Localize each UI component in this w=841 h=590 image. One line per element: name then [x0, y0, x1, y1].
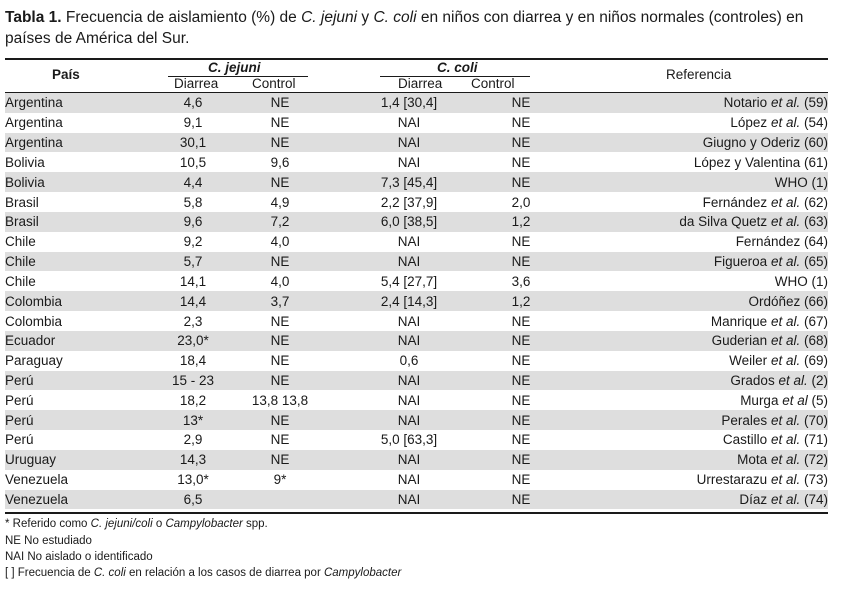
- header-pais: País: [52, 67, 80, 82]
- table-row: [5, 331, 828, 351]
- table-row: [5, 450, 828, 470]
- cell-jejuni-diarrea: 15 - 23: [153, 371, 233, 391]
- cell-pais: Brasil: [5, 194, 39, 210]
- cell-jejuni-control: NE: [233, 93, 327, 113]
- cell-pais: Colombia: [5, 313, 63, 329]
- cell-coli-control: NE: [491, 410, 551, 430]
- ref-et-al: et al: [782, 392, 808, 408]
- cell-pais: Venezuela: [5, 472, 69, 488]
- ref-et-al: et al.: [770, 254, 801, 270]
- footnote-asterisk-e: spp.: [242, 518, 268, 530]
- cell-referencia: [551, 450, 828, 470]
- cell-pais: Argentina: [5, 115, 63, 131]
- cell-coli-diarrea: NAI: [397, 392, 421, 408]
- cell-jejuni-control: 3,7: [233, 291, 327, 311]
- cell-jejuni-control: 4,0: [270, 234, 290, 250]
- table-bottom-rule: [5, 512, 828, 514]
- cell-coli-control: NE: [491, 450, 551, 470]
- table-row: [5, 490, 828, 510]
- cell-coli-diarrea: NAI: [397, 234, 421, 250]
- ref-number: (63): [800, 214, 828, 230]
- cell-jejuni-control: NE: [233, 410, 327, 430]
- cell-jejuni-control: NE: [233, 252, 327, 272]
- cell-pais: Chile: [5, 252, 153, 272]
- cell-coli-diarrea: 5,4 [27,7]: [380, 273, 438, 289]
- cell-referencia: [551, 390, 828, 410]
- cell-jejuni-control: NE: [233, 371, 327, 391]
- cell-coli-control: NE: [491, 331, 551, 351]
- ref-author: Mota: [737, 452, 768, 468]
- cell-referencia: [551, 252, 828, 272]
- cell-pais: Bolivia: [5, 154, 45, 170]
- ref-number: (62): [800, 194, 828, 210]
- cell-coli-control: NE: [491, 252, 551, 272]
- table-row: [5, 212, 828, 232]
- ref-author: Fernández: [702, 194, 768, 210]
- cell-coli-control: NE: [511, 353, 531, 369]
- cell-referencia: [551, 430, 828, 450]
- cell-jejuni-diarrea: 30,1: [153, 133, 233, 153]
- cell-coli-diarrea: NAI: [397, 115, 421, 131]
- header-referencia: Referencia: [666, 67, 732, 82]
- cell-pais: Colombia: [5, 291, 153, 311]
- ref-author: Díaz: [739, 491, 768, 507]
- cell-jejuni-diarrea: 13,0*: [177, 472, 209, 488]
- ref-author: López y Valentina (61): [693, 154, 828, 170]
- table-row: [5, 152, 828, 172]
- table-row: [5, 430, 828, 450]
- cell-referencia: [551, 291, 828, 311]
- cell-jejuni-diarrea: 5,8: [183, 194, 203, 210]
- cell-referencia: [551, 212, 828, 232]
- cell-pais: Chile: [5, 234, 36, 250]
- table-row: [5, 192, 828, 212]
- cell-jejuni-control: NE: [270, 313, 290, 329]
- cell-jejuni-control: 9*: [273, 472, 287, 488]
- ref-author: WHO (1): [774, 174, 828, 190]
- cell-coli-diarrea: NAI: [327, 133, 491, 153]
- cell-jejuni-diarrea: 2,3: [183, 313, 203, 329]
- cell-referencia: [551, 133, 828, 153]
- cell-referencia: [551, 311, 828, 331]
- cell-jejuni-diarrea: 13*: [153, 410, 233, 430]
- cell-referencia: [551, 331, 828, 351]
- cell-coli-diarrea: NAI: [327, 371, 491, 391]
- header-coli: [437, 60, 478, 75]
- cell-coli-control: NE: [511, 472, 531, 488]
- table-row: [5, 390, 828, 410]
- caption-label: Tabla 1.: [5, 9, 62, 26]
- cell-jejuni-diarrea: 4,4: [153, 172, 233, 192]
- cell-pais: Chile: [5, 273, 36, 289]
- cell-coli-diarrea: NAI: [397, 313, 421, 329]
- cell-referencia: [551, 152, 828, 172]
- footnote-brackets-c: en relación a los casos de diarrea por: [125, 567, 324, 579]
- cell-coli-control: NE: [511, 154, 531, 170]
- ref-author: Guderian: [711, 333, 768, 349]
- header-jejuni: [208, 60, 261, 75]
- cell-jejuni-diarrea: 23,0*: [153, 331, 233, 351]
- footnote-asterisk: [5, 516, 268, 532]
- ref-author: Weiler: [729, 353, 768, 369]
- table-row: [5, 133, 828, 153]
- ref-author: Notario: [723, 95, 768, 111]
- ref-et-al: et al.: [770, 95, 801, 111]
- ref-et-al: et al.: [778, 373, 808, 388]
- cell-jejuni-control: NE: [233, 172, 327, 192]
- table-row: [5, 470, 828, 490]
- cell-pais: Uruguay: [5, 450, 153, 470]
- cell-coli-diarrea: NAI: [327, 450, 491, 470]
- cell-coli-control: NE: [511, 392, 531, 408]
- cell-coli-control: NE: [511, 432, 531, 448]
- cell-jejuni-control: 9,6: [270, 154, 290, 170]
- header-coli-diarrea: Diarrea: [398, 76, 443, 91]
- cell-pais: Brasil: [5, 212, 153, 232]
- cell-referencia: [551, 192, 828, 212]
- table-row: [5, 252, 828, 272]
- caption-species-jejuni: C. jejuni: [301, 9, 358, 26]
- ref-et-al: et al.: [770, 115, 801, 131]
- ref-number: (59): [800, 95, 828, 111]
- cell-coli-diarrea: 6,0 [38,5]: [327, 212, 491, 232]
- ref-author: Ordóñez (66): [748, 293, 828, 309]
- ref-et-al: et al.: [770, 412, 801, 428]
- table-row: [5, 232, 828, 252]
- cell-pais: Perú: [5, 432, 34, 448]
- ref-number: (2): [807, 373, 828, 388]
- cell-referencia: [551, 470, 828, 490]
- ref-author: Perales: [721, 412, 768, 428]
- ref-author: WHO (1): [774, 273, 828, 289]
- header-coli-control: Control: [471, 76, 515, 91]
- footnote-asterisk-c: o: [152, 518, 166, 530]
- ref-et-al: et al.: [770, 353, 801, 369]
- ref-author: Murga: [740, 392, 779, 408]
- cell-coli-diarrea: NAI: [397, 472, 421, 488]
- footnote-ne: NE No estudiado: [5, 535, 92, 547]
- cell-coli-diarrea: 5,0 [63,3]: [380, 432, 438, 448]
- table-row: [5, 172, 828, 192]
- ref-author: Urrestarazu: [696, 472, 768, 488]
- cell-jejuni-control: 4,0: [270, 273, 290, 289]
- caption-species-coli: C. coli: [373, 9, 417, 26]
- cell-pais: Argentina: [5, 93, 153, 113]
- table-row: [5, 311, 828, 331]
- cell-coli-control: 3,6: [511, 273, 531, 289]
- cell-referencia: [551, 93, 828, 113]
- cell-jejuni-diarrea: 9,2: [183, 234, 203, 250]
- cell-jejuni-diarrea: 2,9: [183, 432, 203, 448]
- cell-jejuni-diarrea: 6,5: [153, 490, 233, 510]
- cell-jejuni-control: [233, 490, 327, 510]
- cell-coli-diarrea: NAI: [327, 331, 491, 351]
- cell-coli-control: NE: [491, 371, 551, 391]
- cell-coli-control: NE: [511, 313, 531, 329]
- table-body: [5, 93, 828, 509]
- cell-jejuni-control: NE: [233, 331, 327, 351]
- ref-author: da Silva Quetz: [679, 214, 768, 230]
- cell-jejuni-control: 7,2: [233, 212, 327, 232]
- footnote-brackets-b: C. coli: [93, 567, 126, 579]
- ref-number: (73): [800, 472, 828, 488]
- cell-pais: Paraguay: [5, 353, 63, 369]
- cell-referencia: [551, 490, 828, 510]
- cell-jejuni-diarrea: 14,3: [153, 450, 233, 470]
- ref-number: (72): [800, 452, 828, 468]
- cell-coli-diarrea: NAI: [397, 154, 421, 170]
- cell-coli-diarrea: 2,4 [14,3]: [327, 291, 491, 311]
- header-jejuni-diarrea: Diarrea: [174, 76, 219, 91]
- data-table: [5, 93, 828, 509]
- cell-coli-diarrea: 0,6: [399, 353, 419, 369]
- ref-author: Giugno y Oderiz (60): [702, 135, 828, 151]
- table-caption: [5, 7, 835, 49]
- table-row: [5, 93, 828, 113]
- table-row: [5, 271, 828, 291]
- cell-jejuni-control: 13,8 13,8: [251, 392, 309, 408]
- cell-coli-diarrea: 2,2 [37,9]: [380, 194, 438, 210]
- cell-referencia: [551, 371, 828, 391]
- cell-coli-control: NE: [491, 133, 551, 153]
- table-top-rule: [5, 58, 828, 60]
- ref-et-al: et al.: [770, 313, 801, 329]
- cell-jejuni-diarrea: 18,4: [179, 353, 207, 369]
- cell-jejuni-diarrea: 14,4: [153, 291, 233, 311]
- cell-referencia: [551, 172, 828, 192]
- ref-et-al: et al.: [770, 491, 801, 507]
- header-jejuni-label: C. jejuni: [208, 60, 261, 75]
- ref-number: (68): [800, 333, 828, 349]
- cell-coli-diarrea: 7,3 [45,4]: [327, 172, 491, 192]
- ref-number: (69): [800, 353, 828, 369]
- cell-pais: Perú: [5, 371, 153, 391]
- ref-number: (54): [800, 115, 828, 131]
- cell-pais: Argentina: [5, 133, 153, 153]
- cell-coli-diarrea: 1,4 [30,4]: [327, 93, 491, 113]
- cell-coli-control: NE: [491, 93, 551, 113]
- caption-text-2: y: [357, 9, 374, 26]
- cell-jejuni-diarrea: 9,6: [153, 212, 233, 232]
- footnote-nai: NAI No aislado o identificado: [5, 551, 153, 563]
- table-row: [5, 291, 828, 311]
- footnote-brackets: [5, 565, 401, 581]
- cell-referencia: [551, 113, 828, 133]
- ref-et-al: et al.: [770, 432, 801, 448]
- cell-jejuni-diarrea: 14,1: [179, 273, 207, 289]
- ref-number: (5): [807, 392, 828, 408]
- cell-coli-control: NE: [491, 490, 551, 510]
- cell-coli-control: 1,2: [491, 291, 551, 311]
- cell-jejuni-diarrea: 5,7: [153, 252, 233, 272]
- cell-pais: Bolivia: [5, 172, 153, 192]
- ref-number: (71): [800, 432, 828, 448]
- cell-referencia: [551, 271, 828, 291]
- cell-jejuni-diarrea: 9,1: [183, 115, 203, 131]
- ref-number: (74): [800, 491, 828, 507]
- header-jejuni-control: Control: [252, 76, 296, 91]
- ref-number: (70): [800, 412, 828, 428]
- ref-number: (65): [800, 254, 828, 270]
- cell-coli-control: NE: [491, 172, 551, 192]
- cell-jejuni-control: NE: [270, 353, 290, 369]
- ref-number: (67): [800, 313, 828, 329]
- footnote-asterisk-d: Campylobacter: [165, 518, 243, 530]
- cell-jejuni-diarrea: 18,2: [179, 392, 207, 408]
- cell-jejuni-control: NE: [270, 115, 290, 131]
- ref-author: Manrique: [710, 313, 768, 329]
- cell-jejuni-control: NE: [233, 450, 327, 470]
- ref-et-al: et al.: [770, 452, 801, 468]
- cell-coli-control: 2,0: [511, 194, 531, 210]
- header-coli-label: C. coli: [437, 60, 478, 75]
- cell-coli-control: NE: [511, 115, 531, 131]
- footnote-asterisk-a: * Referido como: [5, 518, 91, 530]
- cell-coli-control: 1,2: [491, 212, 551, 232]
- caption-text-1: Frecuencia de aislamiento (%) de: [61, 9, 302, 26]
- ref-author: Figueroa: [713, 254, 768, 270]
- cell-coli-diarrea: NAI: [327, 252, 491, 272]
- ref-et-al: et al.: [770, 333, 801, 349]
- footnote-asterisk-b: C. jejuni/coli: [90, 518, 153, 530]
- cell-coli-diarrea: NAI: [327, 410, 491, 430]
- footnote-brackets-a: [ ] Frecuencia de: [5, 567, 94, 579]
- cell-jejuni-control: NE: [270, 432, 290, 448]
- ref-et-al: et al.: [770, 472, 801, 488]
- cell-referencia: [551, 232, 828, 252]
- ref-author: Fernández (64): [735, 234, 828, 250]
- ref-author: Grados: [730, 373, 775, 388]
- table-row: [5, 113, 828, 133]
- cell-jejuni-diarrea: 10,5: [179, 154, 207, 170]
- ref-author: López: [730, 115, 768, 131]
- cell-jejuni-control: 4,9: [270, 194, 290, 210]
- cell-jejuni-diarrea: 4,6: [153, 93, 233, 113]
- cell-referencia: [551, 410, 828, 430]
- cell-pais: Venezuela: [5, 490, 153, 510]
- table-row: [5, 410, 828, 430]
- table-row: [5, 371, 828, 391]
- ref-author: Castillo: [722, 432, 768, 448]
- ref-et-al: et al.: [770, 214, 801, 230]
- table-row: [5, 351, 828, 371]
- caption-text-3: en niños con diarrea y en niños normales (controles) en países de América del Sur.: [5, 9, 804, 47]
- cell-coli-control: NE: [511, 234, 531, 250]
- cell-pais: Ecuador: [5, 331, 153, 351]
- footnote-brackets-d: Campylobacter: [323, 567, 402, 579]
- cell-referencia: [551, 351, 828, 371]
- ref-et-al: et al.: [770, 194, 801, 210]
- cell-pais: Perú: [5, 392, 34, 408]
- cell-pais: Perú: [5, 410, 153, 430]
- cell-coli-diarrea: NAI: [327, 490, 491, 510]
- cell-jejuni-control: NE: [233, 133, 327, 153]
